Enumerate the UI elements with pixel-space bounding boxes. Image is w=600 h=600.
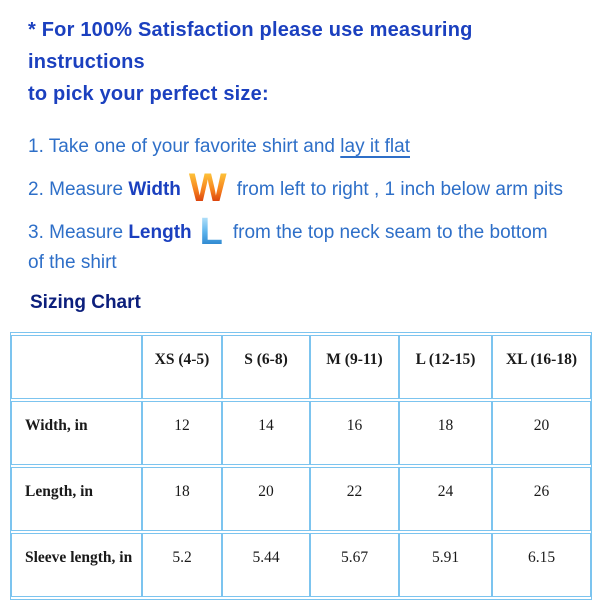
cell-value: 26 (492, 467, 591, 531)
cell-value: 22 (310, 467, 399, 531)
cell-value: 5.91 (399, 533, 492, 597)
step-3-text-suffix: from the top neck seam to the bottom of the shirt (28, 222, 548, 274)
width-keyword: Width (128, 179, 181, 201)
table-header-row (11, 335, 591, 399)
lay-it-flat-underlined-text: lay it flat (340, 136, 410, 157)
cell-value: 20 (492, 401, 591, 465)
cell-value: 5.67 (310, 533, 399, 597)
size-column-header-m: M (9-11) (310, 335, 399, 399)
sizing-chart-title: Sizing Chart (30, 292, 141, 314)
cell-value: 24 (399, 467, 492, 531)
cell-value: 18 (142, 467, 222, 531)
table-row-length (11, 467, 591, 531)
length-keyword: Length (128, 222, 192, 244)
row-label-sleeve-length: Sleeve length, in (11, 533, 142, 597)
size-column-header-xs: XS (4-5) (142, 335, 222, 399)
corner-cell (11, 335, 142, 399)
row-label-width: Width, in (11, 401, 142, 465)
satisfaction-heading (28, 14, 572, 110)
step-2-text: 2. Measure (28, 179, 129, 201)
step-3-text: 3. Measure (28, 222, 129, 244)
instruction-step-3 (28, 211, 568, 276)
step-1-text: 1. Take one of your favorite shirt and (28, 136, 341, 157)
heading-line-1: * For 100% Satisfaction please use measuring instructions (28, 19, 473, 73)
heading-line-2: to pick your perfect size: (28, 83, 269, 105)
width-w-icon: W (188, 166, 227, 210)
size-column-header-xl: XL (16-18) (492, 335, 591, 399)
cell-value: 14 (222, 401, 310, 465)
instruction-step-1 (28, 134, 568, 160)
size-column-header-s: S (6-8) (222, 335, 310, 399)
instruction-step-2 (28, 166, 568, 210)
size-column-header-l: L (12-15) (399, 335, 492, 399)
sizing-table (10, 332, 592, 600)
table-row-sleeve-length (11, 533, 591, 597)
step-2-text-suffix: from left to right , 1 inch below arm pits (236, 179, 563, 201)
length-l-icon: L (199, 211, 223, 253)
cell-value: 16 (310, 401, 399, 465)
cell-value: 12 (142, 401, 222, 465)
cell-value: 5.44 (222, 533, 310, 597)
row-label-length: Length, in (11, 467, 142, 531)
table-row-width (11, 401, 591, 465)
cell-value: 18 (399, 401, 492, 465)
cell-value: 6.15 (492, 533, 591, 597)
cell-value: 20 (222, 467, 310, 531)
cell-value: 5.2 (142, 533, 222, 597)
